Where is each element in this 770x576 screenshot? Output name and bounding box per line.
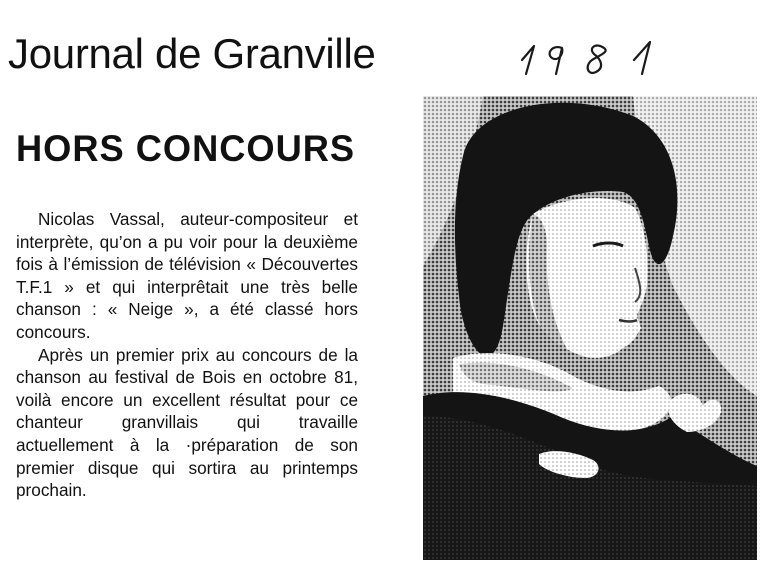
newspaper-masthead: Journal de Granville xyxy=(8,30,376,77)
article-body xyxy=(16,208,358,502)
portrait-photo xyxy=(423,96,757,560)
article-paragraph: Après un premier prix au concours de la chanson au festival de Bois en octobre 81, voilà encore un excellent résultat pour ce chanteur granvillais qui travaille actuellement à la ·préparation de son premier disque qui sortira au printemps prochain. xyxy=(16,344,358,501)
handwritten-year-drawing xyxy=(518,30,668,78)
article-headline: HORS CONCOURS xyxy=(16,128,356,169)
handwritten-year-annotation xyxy=(518,30,668,78)
portrait-photo-drawing xyxy=(423,96,757,560)
article-paragraph: Nicolas Vassal, auteur-compositeur et interprète, qu’on a pu voir pour la deuxième fois à l’émission de télévision « Découvertes T.F.1 » et qui interprêtait une très belle chanson : « Neige », a été classé hors concours. xyxy=(16,209,358,342)
